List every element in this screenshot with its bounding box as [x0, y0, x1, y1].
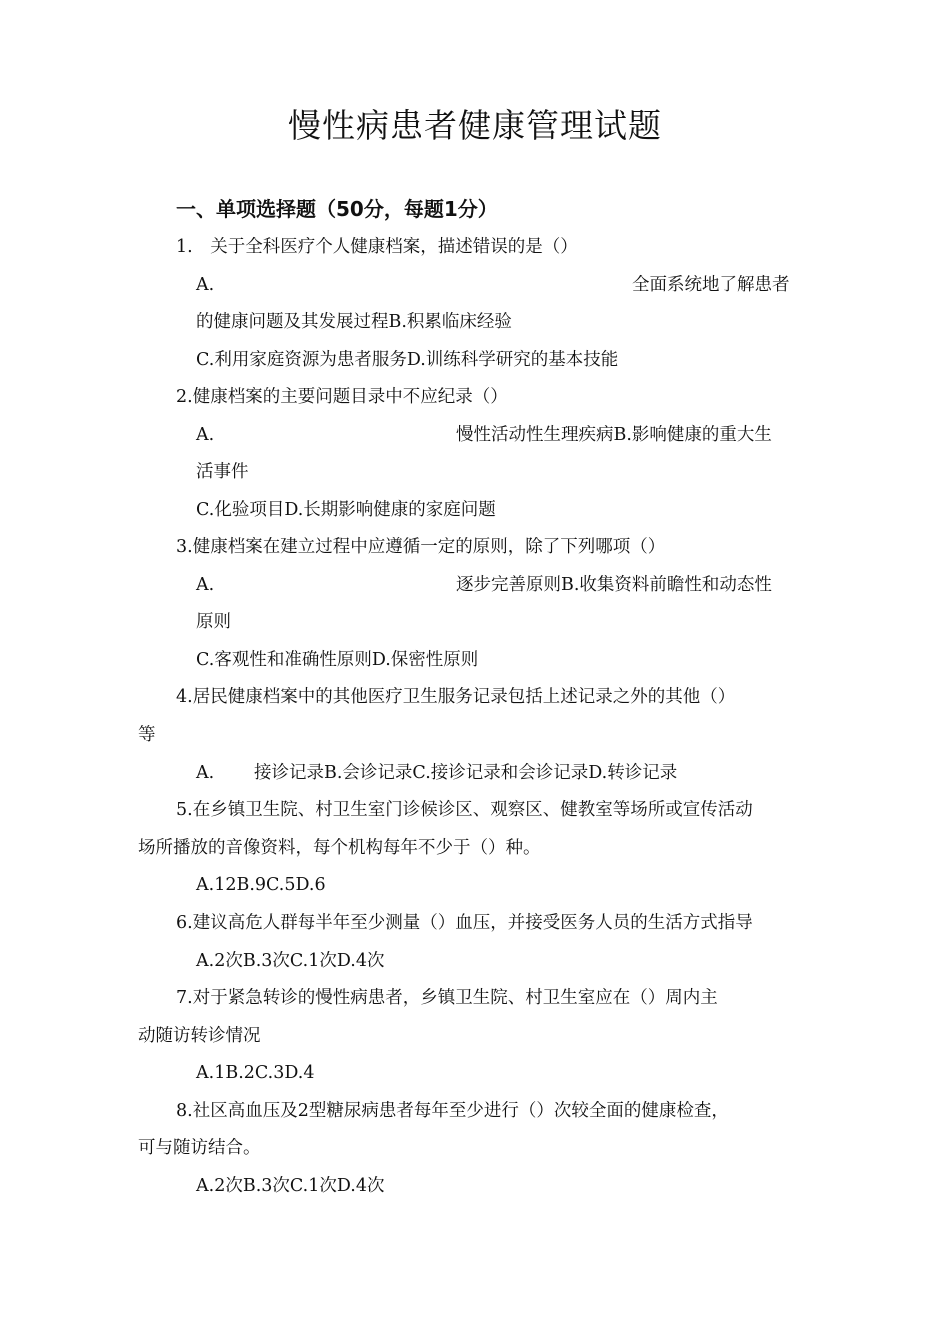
- q3-option-a-text: 逐步完善原则B.收集资料前瞻性和动态性: [456, 575, 772, 595]
- question-7: 7.对于紧急转诊的慢性病患者，乡镇卫生院、村卫生室应在（）周内主: [176, 988, 718, 1008]
- q6-options: A.2次B.3次C.1次D.4次: [196, 951, 385, 971]
- q2-option-a-label: A.: [196, 425, 215, 445]
- question-7-continued: 动随访转诊情况: [138, 1026, 261, 1046]
- question-5: 5.在乡镇卫生院、村卫生室门诊候诊区、观察区、健教室等场所或宣传活动: [176, 800, 753, 820]
- question-6: 6.建议高危人群每半年至少测量（）血压，并接受医务人员的生活方式指导: [176, 913, 753, 933]
- question-3: 3.健康档案在建立过程中应遵循一定的原则，除了下列哪项（）: [176, 537, 666, 557]
- q4-option-a-label: A.: [196, 763, 215, 783]
- q8-options: A.2次B.3次C.1次D.4次: [196, 1176, 385, 1196]
- document-title: 慢性病患者健康管理试题: [288, 106, 662, 145]
- q2-option-line: 活事件: [196, 462, 249, 482]
- q1-option-a-text: 全面系统地了解患者: [632, 275, 790, 295]
- q1-option-line: C.利用家庭资源为患者服务D.训练科学研究的基本技能: [196, 350, 619, 370]
- q1-option-a-label: A.: [196, 275, 215, 295]
- question-1: 1. 关于全科医疗个人健康档案，描述错误的是（）: [176, 237, 578, 257]
- q2-option-line: C.化验项目D.长期影响健康的家庭问题: [196, 500, 496, 520]
- q4-options: 接诊记录B.会诊记录C.接诊记录和会诊记录D.转诊记录: [254, 763, 678, 783]
- q5-options: A.12B.9C.5D.6: [196, 875, 326, 895]
- section-heading: 一、单项选择题（50分，每题1分）: [176, 197, 498, 221]
- question-4: 4.居民健康档案中的其他医疗卫生服务记录包括上述记录之外的其他（）: [176, 687, 736, 707]
- q3-option-line: C.客观性和准确性原则D.保密性原则: [196, 650, 479, 670]
- q2-option-a-text: 慢性活动性生理疾病B.影响健康的重大生: [456, 425, 772, 445]
- question-8: 8.社区高血压及2型糖尿病患者每年至少进行（）次较全面的健康检查，: [176, 1101, 729, 1121]
- q3-option-a-label: A.: [196, 575, 215, 595]
- question-2: 2.健康档案的主要问题目录中不应纪录（）: [176, 387, 508, 407]
- question-8-continued: 可与随访结合。: [138, 1138, 261, 1158]
- q3-option-line: 原则: [196, 612, 231, 632]
- question-4-continued: 等: [138, 725, 156, 745]
- question-5-continued: 场所播放的音像资料，每个机构每年不少于（）种。: [138, 838, 541, 858]
- q1-option-line: 的健康问题及其发展过程B.积累临床经验: [196, 312, 512, 332]
- q7-options: A.1B.2C.3D.4: [196, 1063, 315, 1083]
